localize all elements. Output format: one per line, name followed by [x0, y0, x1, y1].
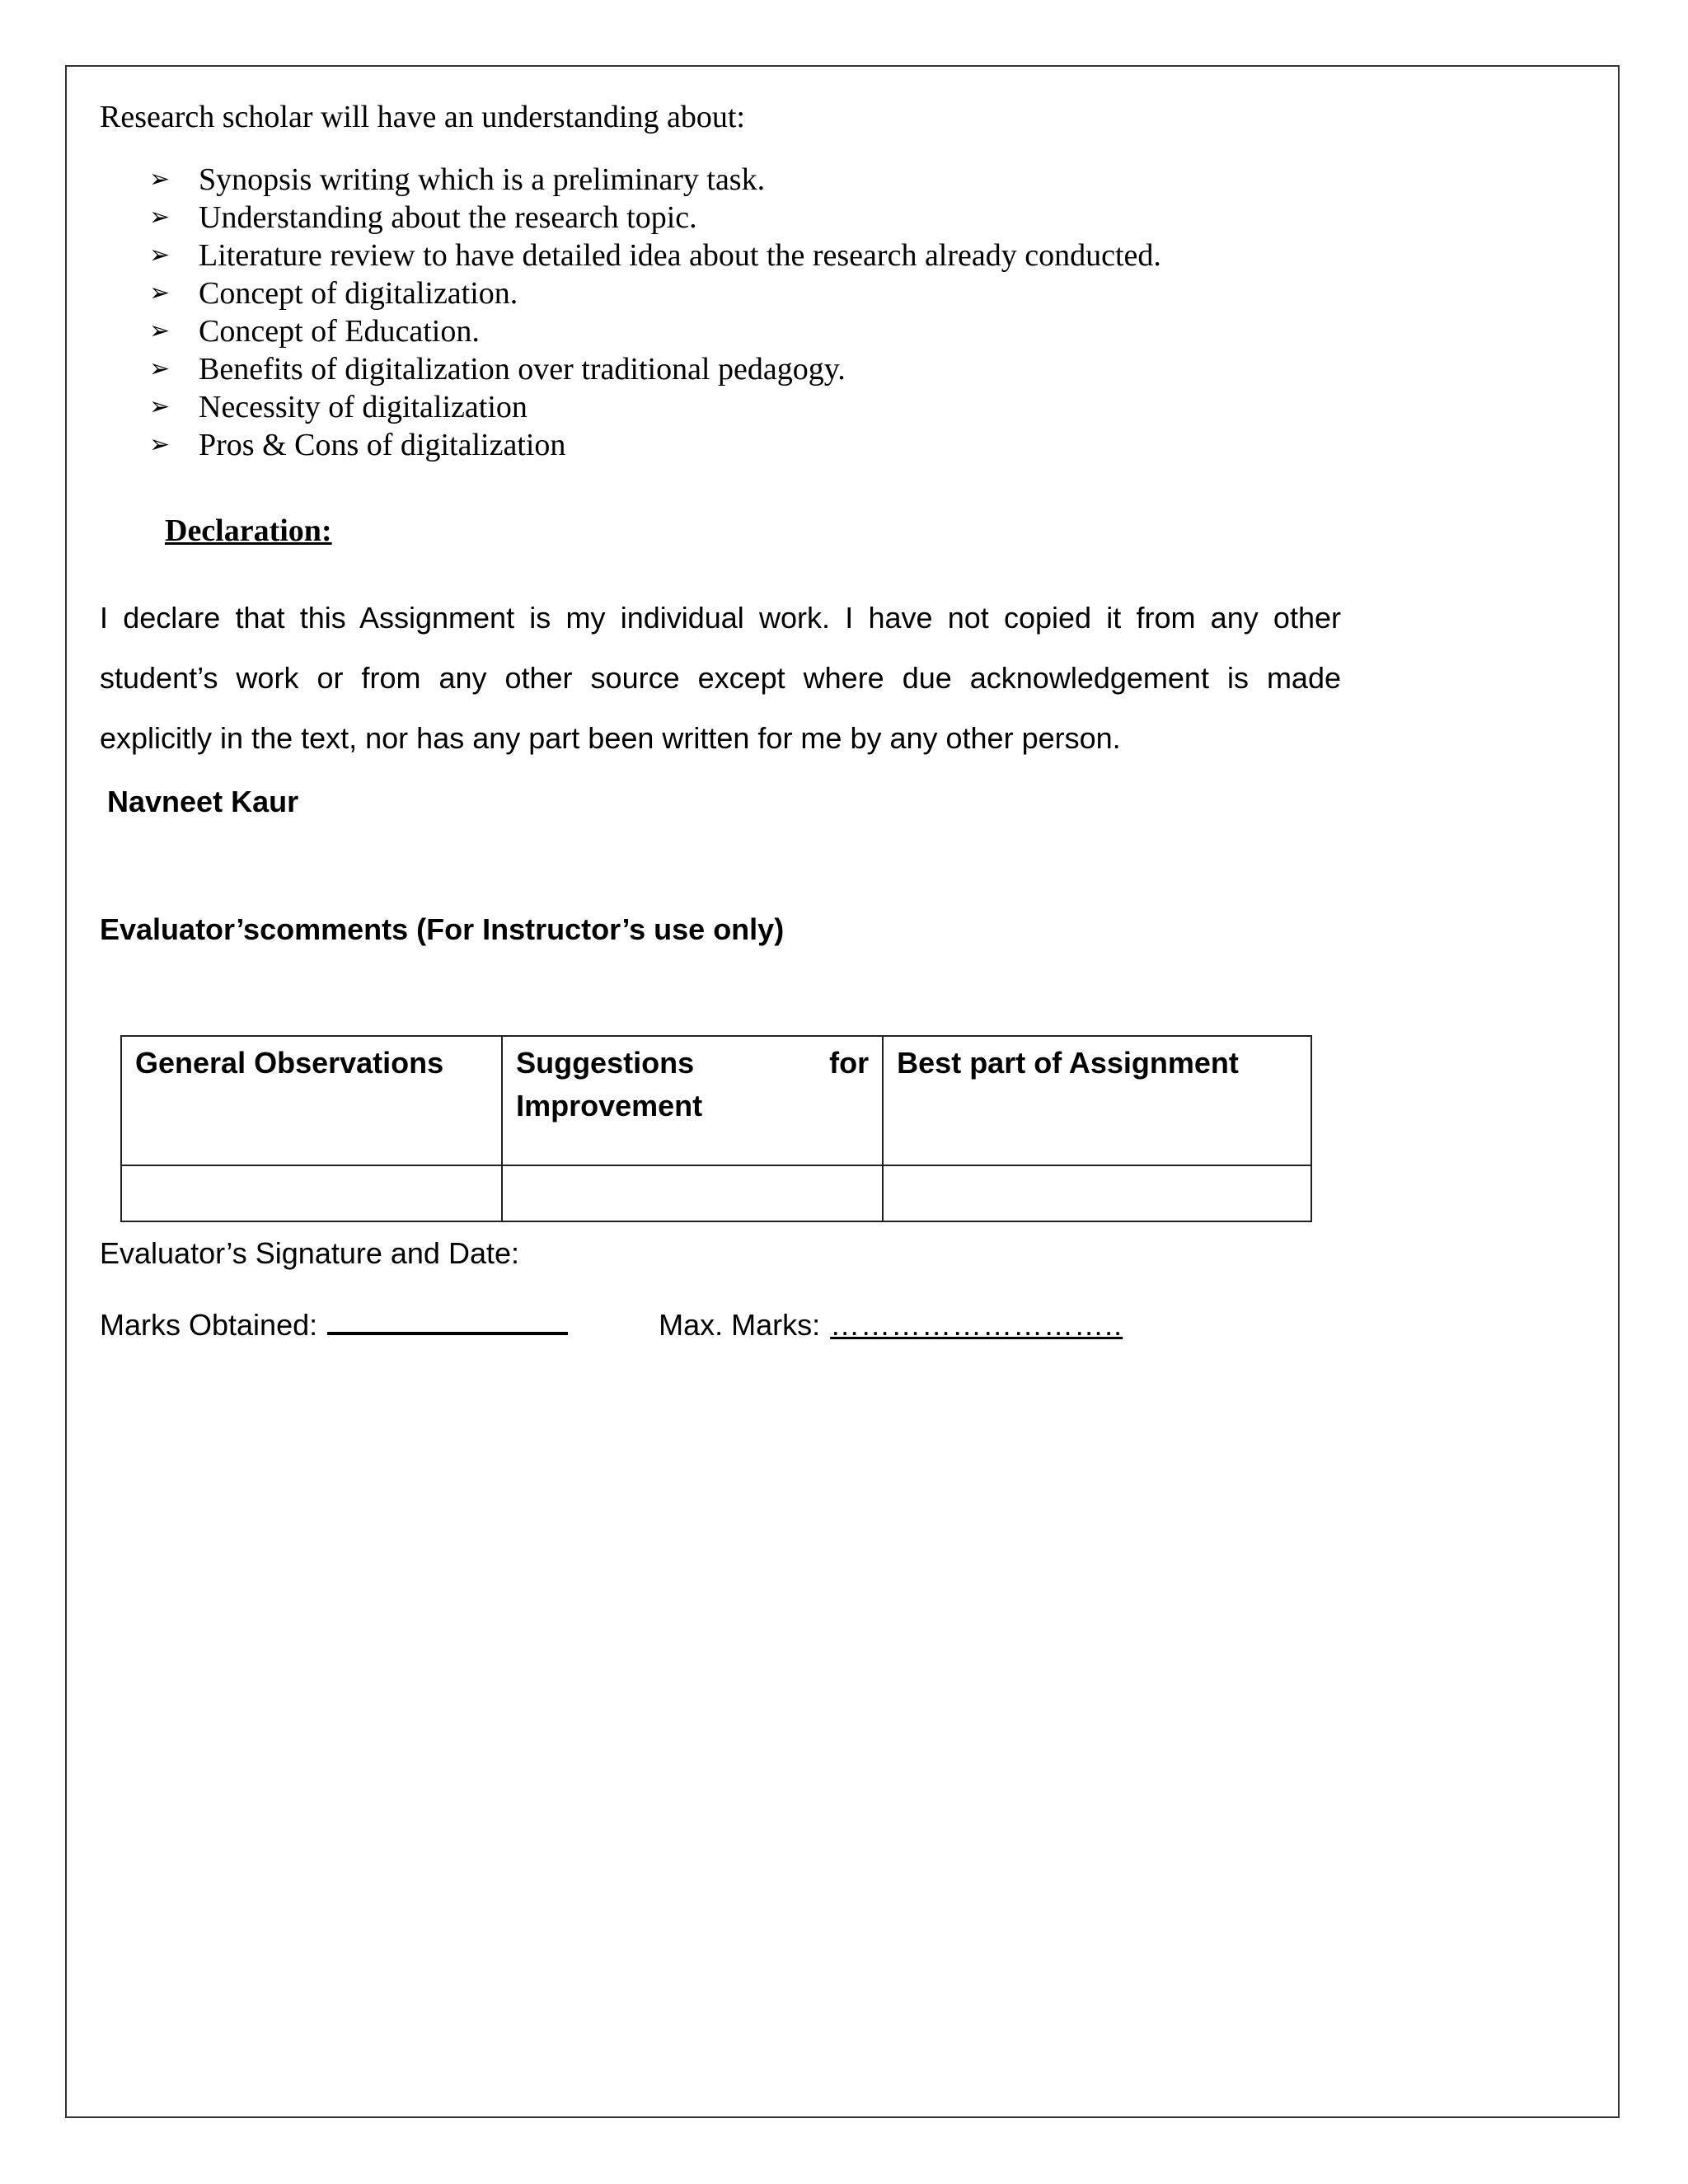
declaration-text: I declare that this Assignment is my individual work. I have not copied it from any other student’s work or from any other source except where due acknowledgement is made explicitly in the text, nor has any part been written for me by any other person.	[100, 601, 1341, 755]
arrow-bullet-icon: ➢	[149, 393, 171, 420]
list-item-text: Synopsis writing which is a preliminary task.	[199, 162, 766, 197]
table-header-row	[121, 1036, 1311, 1165]
list-item-text: Necessity of digitalization	[199, 390, 528, 424]
list-item-text: Benefits of digitalization over traditional pedagogy.	[199, 352, 846, 387]
list-item	[149, 312, 1161, 350]
evaluation-table	[120, 1035, 1312, 1222]
table-row	[121, 1165, 1311, 1221]
max-marks-blank[interactable]: ………………………..	[830, 1308, 1123, 1342]
marks-obtained-label: Marks Obtained:	[100, 1308, 318, 1342]
arrow-bullet-icon: ➢	[149, 279, 171, 307]
list-item	[149, 237, 1161, 274]
list-item-text: Concept of digitalization.	[199, 276, 518, 311]
header-general-observations: General Observations	[121, 1036, 502, 1165]
max-marks-label: Max. Marks:	[659, 1308, 821, 1342]
arrow-bullet-icon: ➢	[149, 241, 171, 269]
arrow-bullet-icon: ➢	[149, 204, 171, 231]
list-item-text: Literature review to have detailed idea about the research already conducted.	[199, 238, 1161, 273]
arrow-bullet-icon: ➢	[149, 317, 171, 344]
intro-text: Research scholar will have an understanding about:	[100, 100, 745, 134]
list-item	[149, 161, 1161, 199]
suggestions-cell[interactable]	[502, 1165, 883, 1221]
marks-row	[100, 1301, 1123, 1343]
outcomes-list	[149, 161, 1161, 464]
evaluator-comments-heading: Evaluator’scomments (For Instructor’s use only)	[100, 912, 785, 946]
list-item	[149, 388, 1161, 426]
declaration-heading: Declaration:	[165, 513, 332, 548]
list-item-text: Concept of Education.	[199, 314, 480, 349]
general-observations-cell[interactable]	[121, 1165, 502, 1221]
header-suggestions: Suggestions for Improvement	[502, 1036, 883, 1165]
arrow-bullet-icon: ➢	[149, 355, 171, 382]
list-item-text: Understanding about the research topic.	[199, 200, 697, 235]
list-item	[149, 350, 1161, 388]
list-item	[149, 274, 1161, 312]
list-item	[149, 199, 1161, 237]
list-item-text: Pros & Cons of digitalization	[199, 428, 566, 462]
best-part-cell[interactable]	[883, 1165, 1311, 1221]
student-name: Navneet Kaur	[107, 785, 299, 818]
header-best-part: Best part of Assignment	[883, 1036, 1311, 1165]
arrow-bullet-icon: ➢	[149, 431, 171, 458]
marks-obtained-blank[interactable]	[327, 1301, 568, 1335]
evaluator-signature-label: Evaluator’s Signature and Date:	[100, 1236, 519, 1270]
list-item	[149, 426, 1161, 464]
arrow-bullet-icon: ➢	[149, 166, 171, 193]
